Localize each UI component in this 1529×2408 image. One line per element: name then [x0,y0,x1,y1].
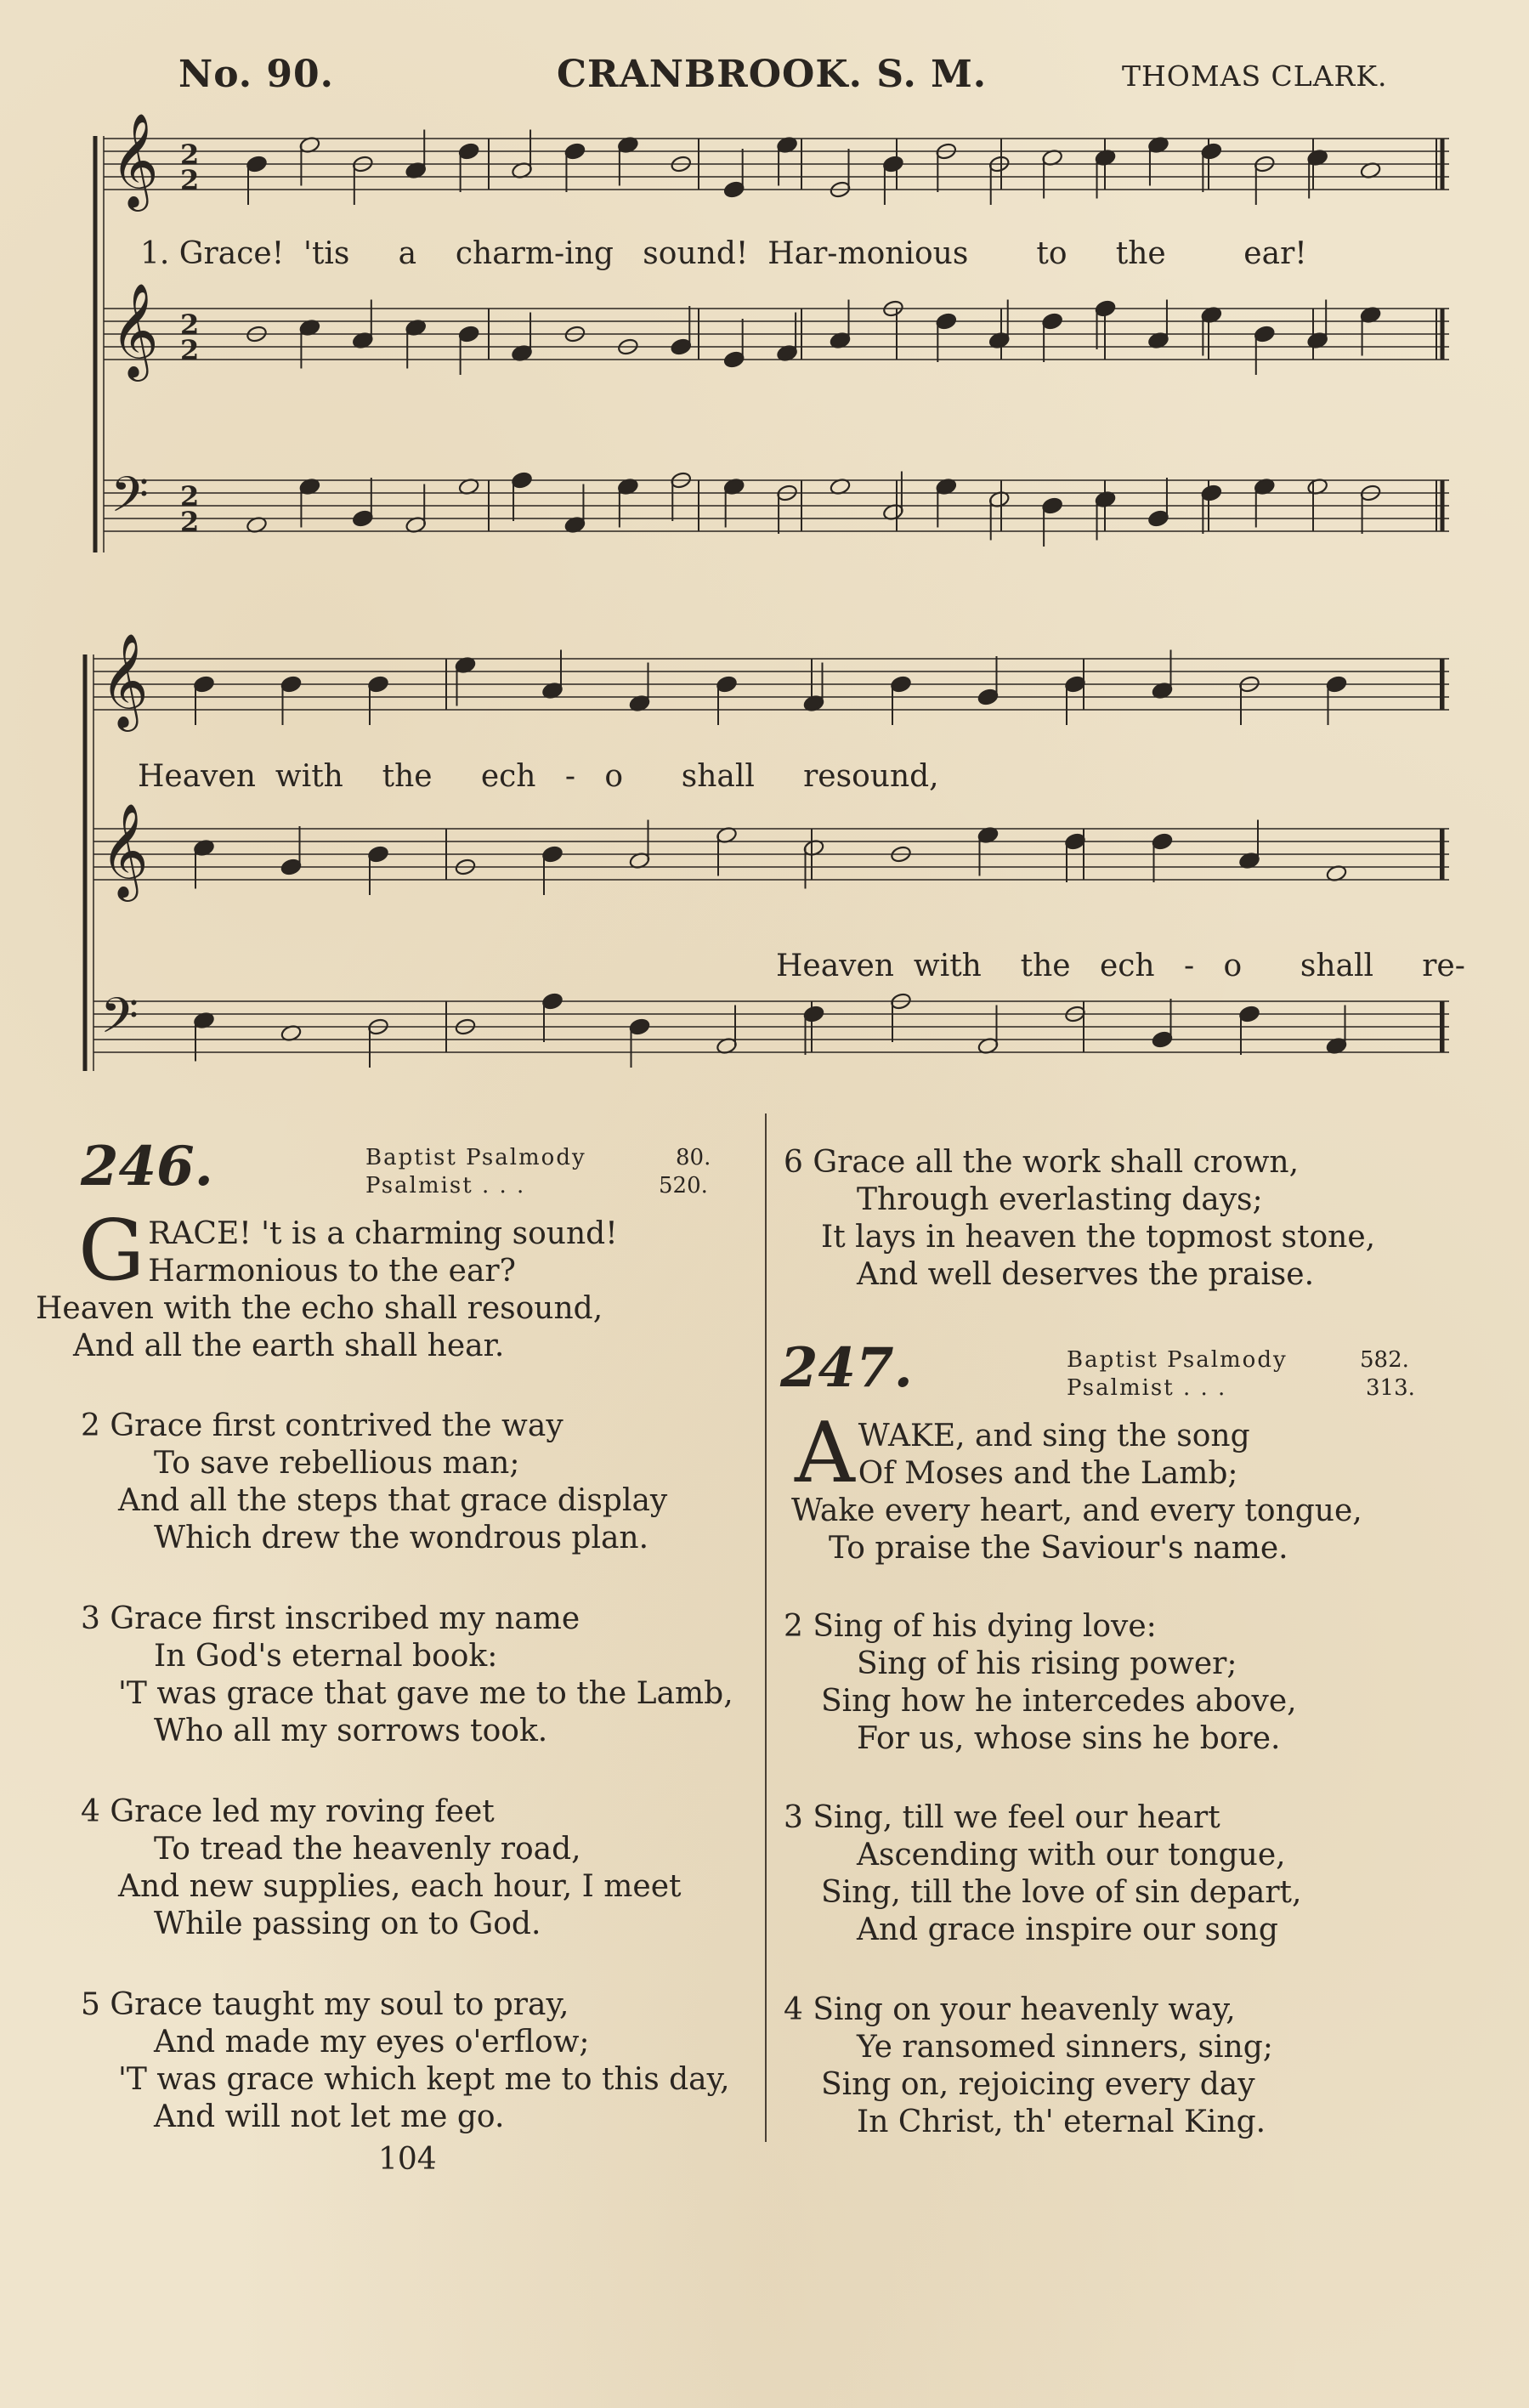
verse-line: And well deserves the praise. [857,1257,1315,1292]
bass-clef-icon: 𝄢 [110,466,150,535]
verse-line: Through everlasting days; [857,1182,1263,1217]
hymn-247-verse-2 [784,1608,1297,1758]
ref-label: Baptist Psalmody [365,1145,586,1170]
hymn-246-ref-2 [365,1173,708,1198]
verse-line: And all the earth shall hear. [73,1329,505,1363]
lyric-word: the [382,759,433,794]
lyric-word: charm [455,236,555,271]
lyric-word: o [1223,949,1243,983]
verse-line: For us, whose sins he bore. [857,1721,1281,1756]
column-divider [765,1113,767,2142]
lyric-line-3 [776,949,1465,983]
hymn-number-247: 247. [780,1336,913,1400]
lyric-word: Heaven [776,949,894,983]
lyric-word: re- [1422,949,1465,983]
lyric-word: monious [837,236,969,271]
time-signature: 2 [180,480,200,513]
lyric-word: 'tis [303,236,350,271]
verse-line: WAKE, and sing the song [858,1419,1250,1453]
verse-line: Who all my sorrows took. [154,1714,548,1748]
lyric-line-2 [138,759,939,794]
verse-line: It lays in heaven the topmost stone, [821,1220,1376,1255]
lyric-word: - [1183,949,1195,983]
tune-number: No. 90. [178,53,334,96]
hymn-246-ref-1 [365,1145,711,1170]
lyric-word: the [1115,236,1166,271]
verse-line: And all the steps that grace display [118,1483,668,1518]
verse-line: Which drew the wondrous plan. [154,1521,649,1555]
verse-line: 3 Grace first inscribed my name [81,1601,580,1636]
lyric-word: - [554,236,565,271]
hymn-247-ref-2 [1067,1375,1415,1401]
ref-label: Baptist Psalmody [1067,1347,1288,1373]
verse-line: 6 Grace all the work shall crown, [784,1145,1300,1180]
lyric-word: o [604,759,624,794]
hymn-247-verse-1 [791,1405,1492,1567]
lyric-word: - [564,759,576,794]
verse-line: Wake every heart, and every tongue, [791,1493,1362,1528]
lyric-word: ech [1099,949,1155,983]
bass-clef-icon: 𝄢 [100,987,139,1057]
lyric-word: ing [564,236,614,271]
ref-label: Psalmist . . . [1067,1375,1227,1401]
verse-line: And grace inspire our song [857,1912,1278,1947]
verse-line: In God's eternal book: [154,1639,498,1674]
verse-line: To tread the heavenly road, [154,1832,581,1867]
hymn-246-verse-4 [81,1793,681,1943]
hymn-247-verse-3 [784,1799,1301,1949]
hymn-246-verse-5 [81,1986,730,2136]
composer-name: THOMAS CLARK. [1122,59,1388,93]
hymn-number-246: 246. [81,1135,213,1198]
hymn-246-verse-1 [36,1203,758,1365]
verse-line: Sing on, rejoicing every day [821,2067,1255,2102]
hymn-246-verse-6 [784,1144,1375,1294]
lyric-line-1 [140,236,1307,271]
hymn-246-verse-2 [81,1408,667,1557]
verse-line: While passing on to God. [154,1907,541,1941]
verse-line: Sing, till the love of sin depart, [821,1875,1302,1910]
verse-line: 4 Grace led my roving feet [81,1794,495,1829]
treble-clef-icon: 𝄞 [100,632,149,728]
drop-cap: A [795,1405,855,1502]
treble-clef-icon: 𝄞 [100,802,149,898]
verse-line: 4 Sing on your heavenly way, [784,1992,1236,2027]
verse-line: Sing of his rising power; [857,1646,1237,1681]
verse-line: 2 Sing of his dying love: [784,1609,1157,1644]
ref-value: 313. [1366,1375,1415,1401]
lyric-word: with [275,759,343,794]
ref-value: 582. [1360,1347,1409,1373]
verse-line: 'T was grace that gave me to the Lamb, [118,1676,733,1711]
page-number: 104 [378,2142,437,2177]
treble-clef-icon: 𝄞 [110,282,159,377]
verse-line: 3 Sing, till we feel our heart [784,1800,1220,1835]
lyric-word: with [913,949,982,983]
lyric-word: Heaven [138,759,256,794]
hymn-247-verse-4 [784,1992,1273,2141]
time-signature: 2 [180,309,200,341]
verse-line: 'T was grace which kept me to this day, [118,2062,730,2097]
verse-line: 2 Grace first contrived the way [81,1408,563,1443]
lyric-word: to [1036,236,1067,271]
verse-line: And new supplies, each hour, I meet [118,1869,682,1904]
verse-line: RACE! 't is a charming sound! [148,1216,618,1251]
hymn-246-verse-3 [81,1601,733,1750]
verse-line: To save rebellious man; [154,1446,520,1481]
treble-clef-icon: 𝄞 [110,112,159,207]
lyric-word: 1. Grace! [140,236,285,271]
drop-cap: G [78,1203,145,1300]
lyric-word: resound, [803,759,939,794]
hymn-247-ref-1 [1067,1347,1409,1373]
verse-line: Of Moses and the Lamb; [858,1456,1238,1491]
time-signature: 2 [180,334,200,366]
lyric-word: the [1020,949,1071,983]
lyric-word: ech [480,759,536,794]
lyric-word: Har [767,236,828,271]
lyric-word: shall [681,759,755,794]
verse-line: 5 Grace taught my soul to pray, [81,1987,569,2022]
lyric-word: a [398,236,417,271]
ref-value: 80. [676,1145,711,1170]
verse-line: And made my eyes o'erflow; [154,2025,590,2060]
verse-line: In Christ, th' eternal King. [857,2105,1266,2139]
lyric-word: - [827,236,838,271]
lyric-word: shall [1300,949,1373,983]
verse-line: Ascending with our tongue, [857,1838,1286,1873]
ref-value: 520. [659,1173,708,1198]
time-signature: 2 [180,139,200,171]
verse-line: Harmonious to the ear? [148,1254,516,1289]
music-score [0,0,1529,1105]
verse-line: Ye ransomed sinners, sing; [857,2030,1273,2065]
lyric-word: ear! [1243,236,1307,271]
verse-line: And will not let me go. [154,2099,505,2134]
time-signature: 2 [180,164,200,196]
verse-line: Sing how he intercedes above, [821,1684,1297,1719]
verse-line: Heaven with the echo shall resound, [36,1291,603,1326]
verse-line: To praise the Saviour's name. [829,1531,1288,1566]
lyric-word: sound! [643,236,749,271]
time-signature: 2 [180,506,200,538]
ref-label: Psalmist . . . [365,1173,526,1198]
tune-title: CRANBROOK. S. M. [557,53,988,96]
